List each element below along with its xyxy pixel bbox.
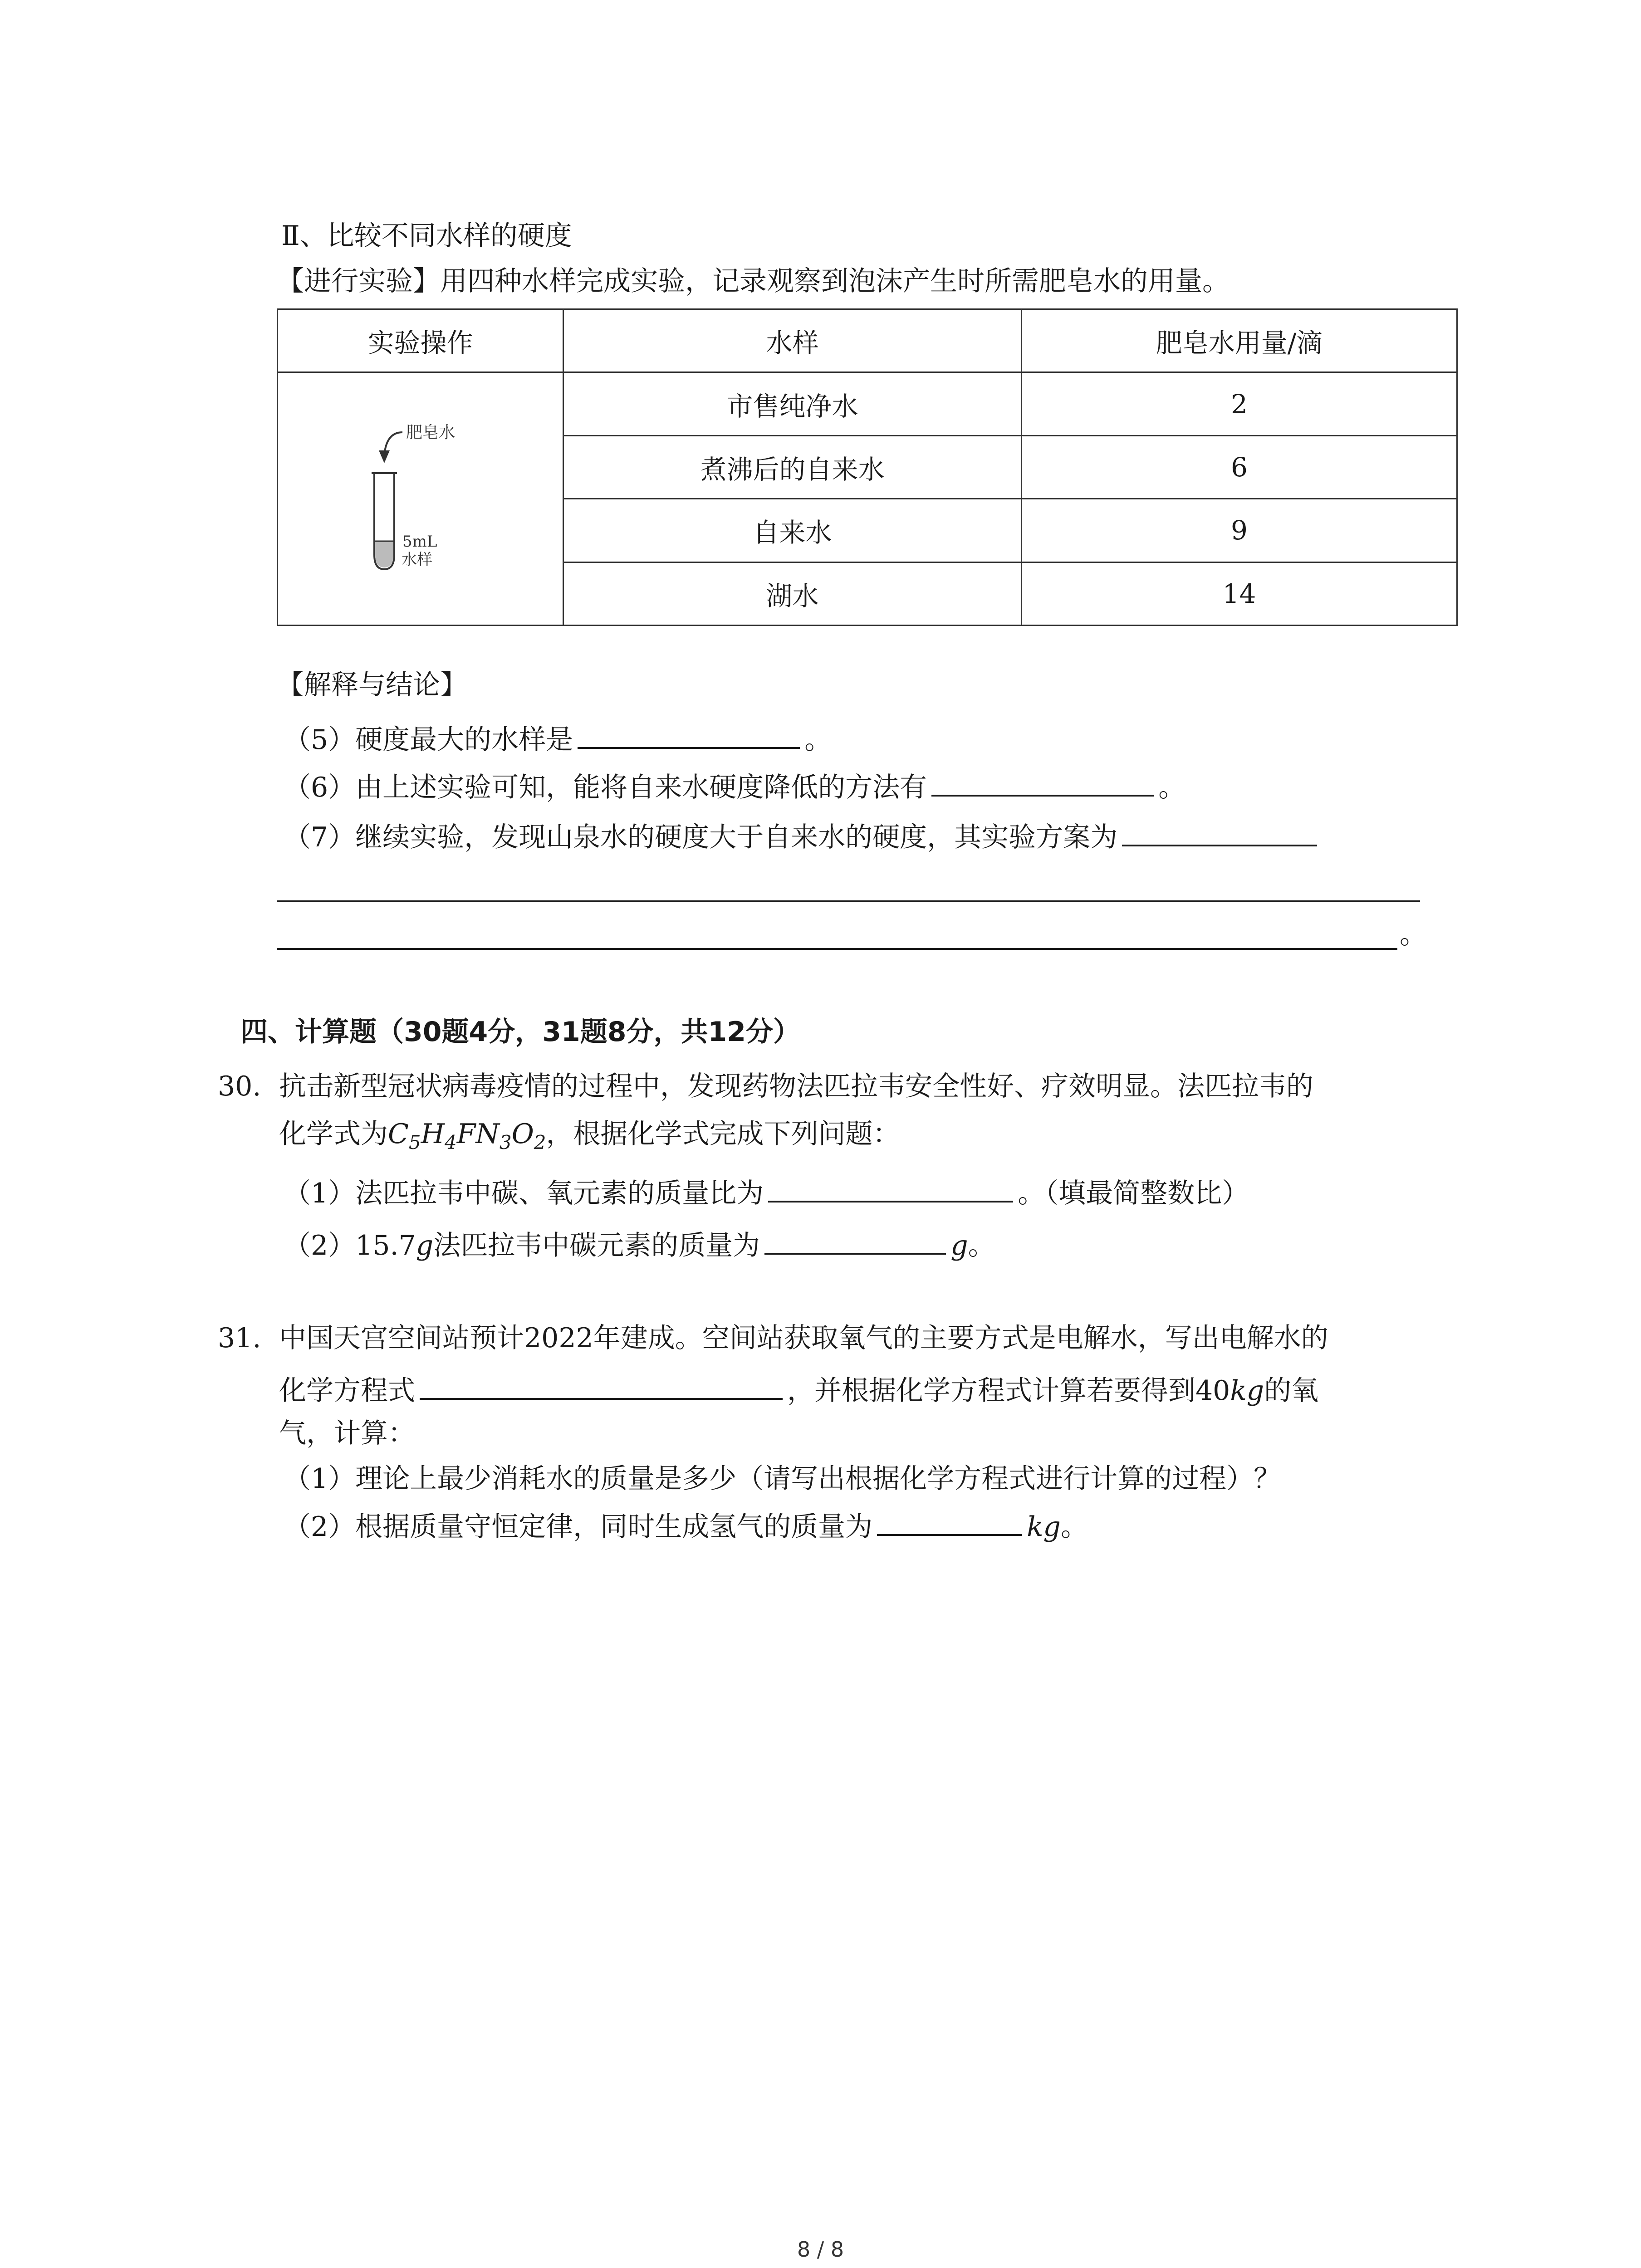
chemical-formula: $C_5H_4FN_3O_2$: [388, 1118, 546, 1154]
unit: kg: [1230, 1375, 1264, 1407]
q30-sub1-end: 。（填最简整数比）: [1018, 1178, 1249, 1209]
header-operation: 实验操作: [278, 309, 563, 372]
q31-sub2-text: （2）根据质量守恒定律，同时生成氢气的质量为: [284, 1511, 873, 1543]
section-title: 四、计算题（30题4分，31题8分，共12分）: [240, 1016, 800, 1048]
sample-cell: 市售纯净水: [563, 372, 1022, 435]
table-header-row: [278, 309, 1457, 372]
q6-text: （6）由上述实验可知，能将自来水硬度降低的方法有: [284, 772, 927, 803]
q30-prefix: 化学式为: [279, 1118, 388, 1150]
q30-line1: 抗击新型冠状病毒疫情的过程中，发现药物法匹拉韦安全性好、疗效明显。法匹拉韦的: [279, 1070, 1313, 1102]
experiment-table: [277, 308, 1458, 626]
unit: g: [950, 1230, 968, 1261]
unit: g: [416, 1230, 434, 1261]
table-row: [278, 372, 1457, 435]
q7-end: 。: [1400, 919, 1427, 950]
q31-line1: 中国天宫空间站预计2022年建成。空间站获取氧气的主要方式是电解水，写出电解水的: [279, 1322, 1328, 1354]
q31-line3: 气，计算：: [279, 1418, 415, 1449]
answer-line[interactable]: [277, 948, 1397, 950]
drops-cell: 6: [1022, 435, 1457, 499]
page-number: 8 / 8: [797, 2237, 844, 2262]
header-sample: 水样: [563, 309, 1022, 372]
q5-end: 。: [804, 724, 832, 756]
q30-sub2-text: 法匹拉韦中碳元素的质量为: [433, 1230, 760, 1261]
q31-mid: ，并根据化学方程式计算若要得到40: [787, 1375, 1230, 1407]
q30-sub1: [284, 1173, 1249, 1212]
q30-number: 30.: [218, 1070, 261, 1102]
answer-blank[interactable]: [420, 1370, 783, 1400]
q31-end: 的氧: [1264, 1375, 1319, 1407]
answer-blank[interactable]: [1122, 816, 1317, 846]
q30-suffix: ，根据化学式完成下列问题：: [546, 1118, 900, 1150]
q31-number: 31.: [218, 1322, 261, 1354]
sample-cell: 煮沸后的自来水: [563, 435, 1022, 499]
volume-label: 5mL: [402, 532, 437, 551]
q30-line2: [279, 1116, 900, 1161]
experiment-intro: 【进行实验】用四种水样完成实验，记录观察到泡沫产生时所需肥皂水的用量。: [277, 265, 1230, 297]
question-6: [284, 767, 1185, 806]
q31-sub1: （1）理论上最少消耗水的质量是多少（请写出根据化学方程式进行计算的过程）？: [284, 1463, 1281, 1495]
section-title: Ⅱ、比较不同水样的硬度: [281, 220, 572, 252]
conclusion-title: 【解释与结论】: [277, 669, 467, 701]
header-drops: 肥皂水用量/滴: [1022, 309, 1457, 372]
answer-blank[interactable]: [768, 1173, 1013, 1202]
sample-cell: 湖水: [563, 562, 1022, 625]
drops-cell: 2: [1022, 372, 1457, 435]
drops-cell: 14: [1022, 562, 1457, 625]
question-5: [284, 719, 832, 758]
unit: kg: [1027, 1511, 1061, 1543]
q31-prefix: 化学方程式: [279, 1375, 415, 1407]
answer-blank[interactable]: [764, 1225, 946, 1255]
answer-blank[interactable]: [578, 719, 800, 749]
answer-blank[interactable]: [877, 1506, 1022, 1536]
answer-line[interactable]: [277, 900, 1420, 902]
q5-text: （5）硬度最大的水样是: [284, 724, 573, 756]
q31-sub2: [284, 1506, 1088, 1545]
test-tube-diagram: [353, 405, 489, 587]
q30-sub2: [284, 1225, 995, 1264]
question-7: [284, 816, 1322, 855]
apparatus-cell: [278, 372, 563, 626]
answer-blank[interactable]: [931, 767, 1154, 797]
sample-cell: 自来水: [563, 499, 1022, 562]
soap-label: 肥皂水: [406, 423, 455, 442]
q31-line2: [279, 1370, 1318, 1409]
q7-text: （7）继续实验，发现山泉水的硬度大于自来水的硬度，其实验方案为: [284, 821, 1118, 853]
q6-end: 。: [1158, 772, 1186, 803]
drops-cell: 9: [1022, 499, 1457, 562]
q30-sub2-prefix: （2）15.7: [284, 1230, 416, 1261]
sample-label: 水样: [401, 550, 432, 569]
q30-sub1-text: （1）法匹拉韦中碳、氧元素的质量比为: [284, 1178, 764, 1209]
q30-sub2-end: 。: [968, 1230, 995, 1261]
q31-sub2-end: 。: [1060, 1511, 1088, 1543]
